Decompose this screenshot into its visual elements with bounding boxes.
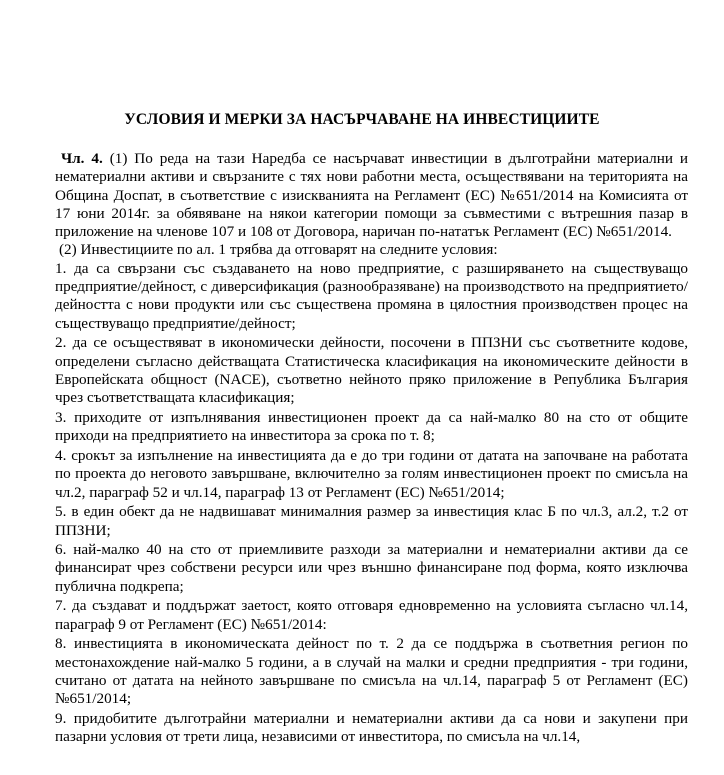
list-item: 6. най-малко 40 на сто от приемливите разходи за материални и нематериални активи да се финансират чрез собствени ресурси или чрез външно финансиране под форма, която изключва публична подкрепа; bbox=[55, 541, 688, 595]
list-item: 2. да се осъществяват в икономически дейности, посочени в ППЗНИ със съответните кодове, определени съгласно действащата Статистическа класификация на икономическите дейности в Европейската общност (NACE), съответно нейното пряко приложение в Република България чрез съответстващата класификация; bbox=[55, 334, 688, 407]
document-body bbox=[55, 150, 688, 747]
list-item: 3. приходите от изпълнявания инвестиционен проект да са най-малко 80 на сто от общите приходи на предприятието на инвеститора за срока по т. 8; bbox=[55, 408, 688, 445]
article-label: Чл. 4. bbox=[61, 150, 103, 167]
article-paragraph-2: (2) Инвестициите по ал. 1 трябва да отговарят на следните условия: bbox=[59, 241, 498, 259]
list-item: 8. инвестицията в икономическата дейност по т. 2 да се поддържа в съответния регион по местонахождение най-малко 5 години, а в случай на малки и средни предприятия - три години, считано от датата на нейното завършване по смисъла на чл.14, параграф 5 от Регламент (ЕС) №651/2014; bbox=[55, 635, 688, 708]
paragraph-1-text: (1) По реда на тази Наредба се насърчават инвестиции в дълготрайни материални и нематериални активи и свързаните с тях нови работни места, осъществявани на територията на Община Доспат, в съответствие с изискванията на Регламент (ЕС) №651/2014 на Комисията от 17 юни 2014г. за обявяване на някои категории помощи за съвместими с вътрешния пазар в приложение на членове 107 и 108 от Договора, наричан по-нататък Регламент (ЕС) №651/2014. bbox=[55, 150, 689, 241]
list-item: 4. срокът за изпълнение на инвестицията да е до три години от датата на започване на работата по проекта до неговото завършване, включително за голям инвестиционен проект по смисъла на чл.2, параграф 52 и чл.14, параграф 13 от Регламент (ЕС) №651/2014; bbox=[55, 446, 688, 501]
article-paragraph-1 bbox=[55, 150, 688, 241]
list-item: 5. в един обект да не надвишават минималния размер за инвестиция клас Б по чл.3, ал.2, т.2 от ППЗНИ; bbox=[55, 503, 688, 539]
list-item: 9. придобитите дълготрайни материални и нематериални активи да са нови и закупени при пазарни условия от трети лица, независими от инвеститора, по смисъла на чл.14, bbox=[55, 710, 688, 746]
document-title: УСЛОВИЯ И МЕРКИ ЗА НАСЪРЧАВАНЕ НА ИНВЕСТИЦИИТЕ bbox=[124, 111, 600, 128]
list-item: 7. да създават и поддържат заетост, която отговаря едновременно на условията съгласно чл.14, параграф 9 от Регламент (ЕС) №651/2014: bbox=[55, 597, 688, 633]
list-item: 1. да са свързани със създаването на ново предприятие, с разширяването на съществуващо предприятие/дейност, с диверсификация (разнообразяване) на производството на предприятието/дейността с нови продукти или със съществена промяна в цялостния производствен процес на съществуващо предприятие/дейност; bbox=[55, 259, 688, 332]
